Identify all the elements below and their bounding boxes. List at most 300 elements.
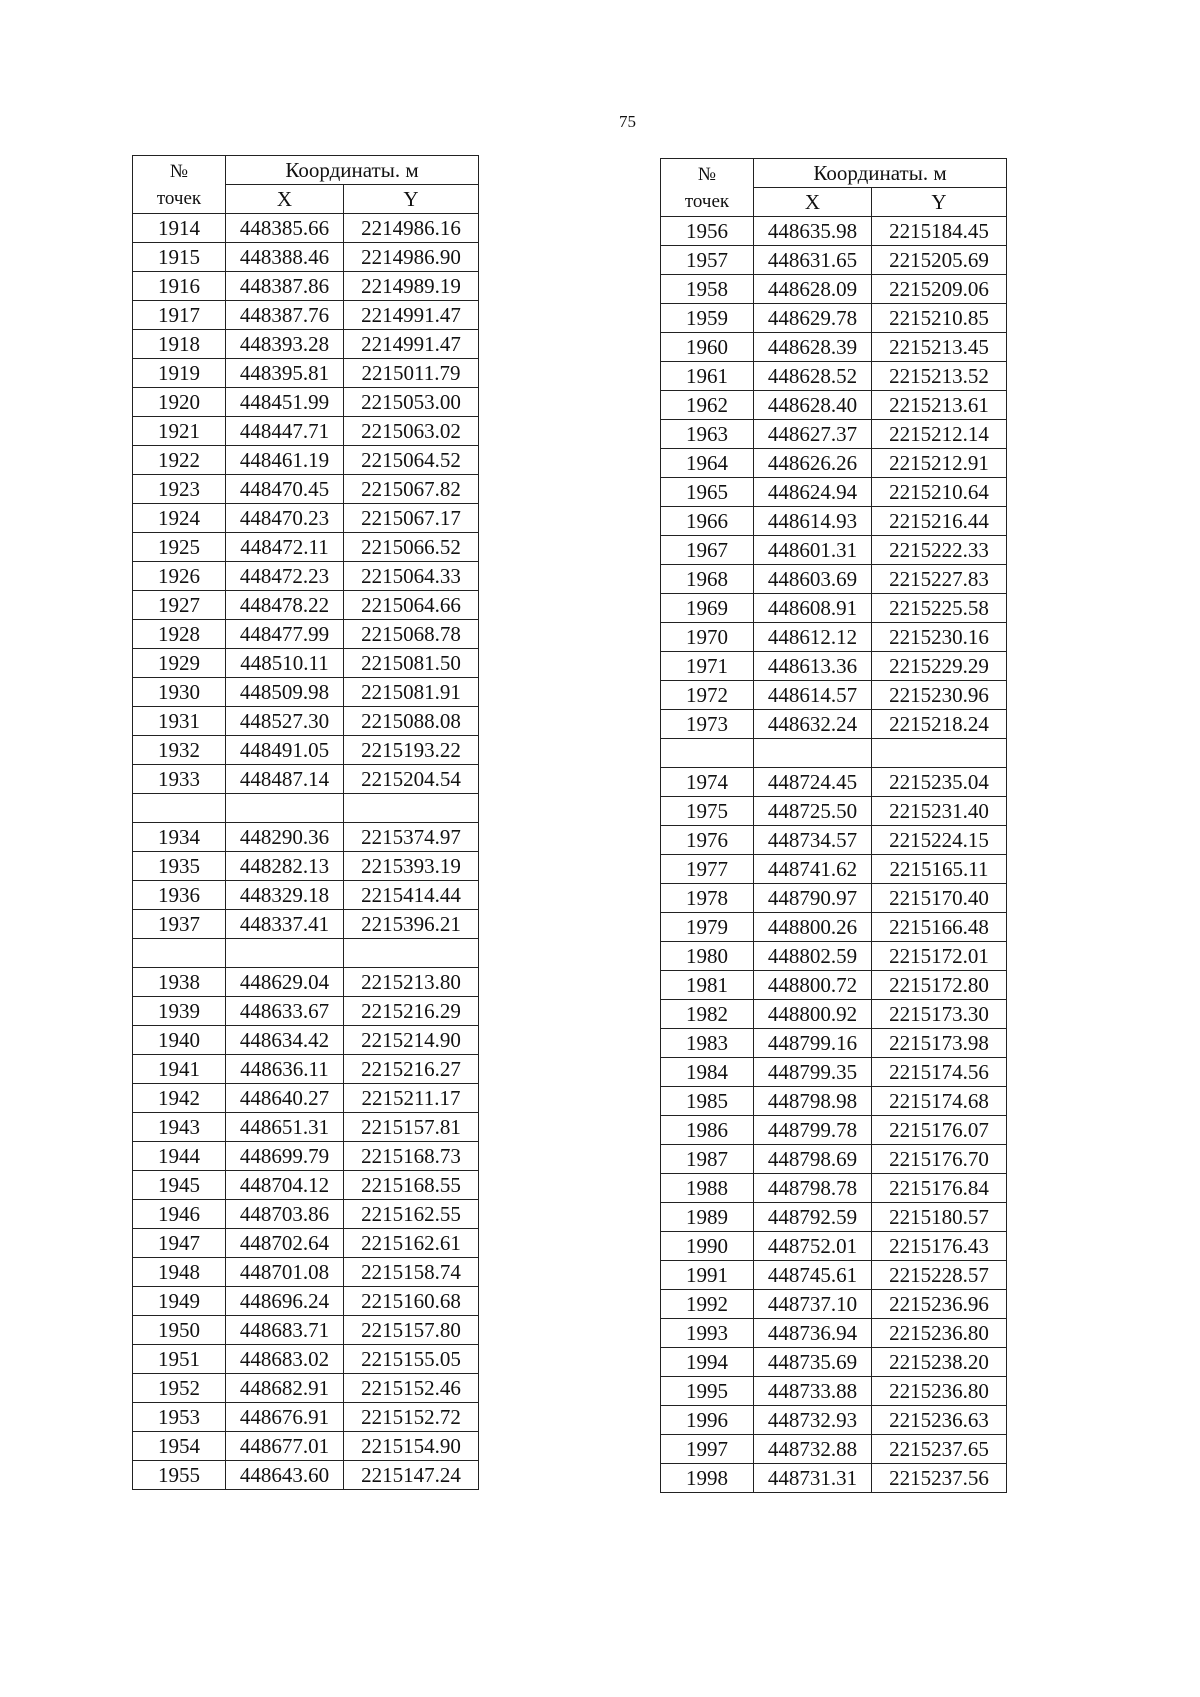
- table-row: [133, 562, 479, 591]
- x-coordinate-cell: 448629.04: [226, 968, 344, 997]
- y-coordinate-cell: 2215393.19: [344, 852, 479, 881]
- table-row: [661, 652, 1007, 681]
- table-row: [661, 536, 1007, 565]
- x-coordinate-cell: 448703.86: [226, 1200, 344, 1229]
- x-coordinate-cell: 448472.23: [226, 562, 344, 591]
- x-coordinate-cell: 448802.59: [754, 942, 872, 971]
- x-coordinate-cell: 448798.78: [754, 1174, 872, 1203]
- y-coordinate-cell: 2215160.68: [344, 1287, 479, 1316]
- point-number-header-symbol: №: [169, 160, 189, 182]
- table-row: [661, 1145, 1007, 1174]
- y-coordinate-cell: 2215222.33: [872, 536, 1007, 565]
- x-coordinate-cell: 448601.31: [754, 536, 872, 565]
- point-number-cell: 1982: [661, 1000, 754, 1029]
- point-number-cell: 1978: [661, 884, 754, 913]
- y-coordinate-cell: 2215157.80: [344, 1316, 479, 1345]
- x-coordinate-cell: 448393.28: [226, 330, 344, 359]
- x-coordinate-cell: 448704.12: [226, 1171, 344, 1200]
- y-coordinate-cell: 2215209.06: [872, 275, 1007, 304]
- table-row: [133, 1345, 479, 1374]
- x-coordinate-cell: 448683.71: [226, 1316, 344, 1345]
- point-number-cell: 1921: [133, 417, 226, 446]
- table-row: [133, 301, 479, 330]
- x-coordinate-cell: 448745.61: [754, 1261, 872, 1290]
- point-number-cell: 1930: [133, 678, 226, 707]
- point-number-cell: 1961: [661, 362, 754, 391]
- point-number-cell: 1948: [133, 1258, 226, 1287]
- table-row: [661, 1348, 1007, 1377]
- x-coordinate-cell: 448510.11: [226, 649, 344, 678]
- x-coordinate-cell: 448603.69: [754, 565, 872, 594]
- y-coordinate-cell: 2215162.61: [344, 1229, 479, 1258]
- table-row: [133, 533, 479, 562]
- table-row: [661, 681, 1007, 710]
- x-coordinate-cell: 448472.11: [226, 533, 344, 562]
- y-coordinate-cell: 2214989.19: [344, 272, 479, 301]
- x-coordinate-cell: 448624.94: [754, 478, 872, 507]
- table-row: [661, 855, 1007, 884]
- coordinates-table-right: [660, 158, 1007, 1493]
- point-number-cell: 1973: [661, 710, 754, 739]
- x-coordinate-cell: 448696.24: [226, 1287, 344, 1316]
- point-number-cell: 1954: [133, 1432, 226, 1461]
- table-row: [661, 623, 1007, 652]
- point-number-cell: 1956: [661, 217, 754, 246]
- x-coordinate-cell: 448628.40: [754, 391, 872, 420]
- x-coordinate-cell: 448702.64: [226, 1229, 344, 1258]
- point-number-cell: 1914: [133, 214, 226, 243]
- table-row: [133, 736, 479, 765]
- point-number-cell: 1965: [661, 478, 754, 507]
- y-coordinate-cell: 2215236.80: [872, 1377, 1007, 1406]
- x-coordinate-cell: 448612.12: [754, 623, 872, 652]
- x-coordinate-cell: 448732.93: [754, 1406, 872, 1435]
- point-number-cell: [661, 739, 754, 768]
- point-number-cell: 1915: [133, 243, 226, 272]
- point-number-cell: 1987: [661, 1145, 754, 1174]
- y-coordinate-cell: 2214986.16: [344, 214, 479, 243]
- point-number-cell: 1932: [133, 736, 226, 765]
- y-coordinate-cell: 2215157.81: [344, 1113, 479, 1142]
- y-coordinate-cell: 2215064.52: [344, 446, 479, 475]
- point-number-cell: 1917: [133, 301, 226, 330]
- x-coordinate-cell: 448385.66: [226, 214, 344, 243]
- x-coordinate-cell: 448487.14: [226, 765, 344, 794]
- point-number-cell: 1941: [133, 1055, 226, 1084]
- table-row: [661, 1406, 1007, 1435]
- y-coordinate-cell: 2215213.45: [872, 333, 1007, 362]
- y-coordinate-cell: 2215224.15: [872, 826, 1007, 855]
- y-coordinate-cell: 2215011.79: [344, 359, 479, 388]
- x-coordinate-cell: [754, 739, 872, 768]
- table-row: [133, 591, 479, 620]
- x-coordinate-cell: 448752.01: [754, 1232, 872, 1261]
- x-coordinate-cell: 448683.02: [226, 1345, 344, 1374]
- point-number-cell: 1975: [661, 797, 754, 826]
- y-coordinate-cell: 2215154.90: [344, 1432, 479, 1461]
- x-coordinate-cell: 448651.31: [226, 1113, 344, 1142]
- y-coordinate-cell: 2215168.55: [344, 1171, 479, 1200]
- x-coordinate-cell: 448527.30: [226, 707, 344, 736]
- point-number-cell: 1993: [661, 1319, 754, 1348]
- table-row: [133, 475, 479, 504]
- x-coordinate-cell: 448470.45: [226, 475, 344, 504]
- y-coordinate-cell: 2215067.82: [344, 475, 479, 504]
- point-number-cell: 1989: [661, 1203, 754, 1232]
- table-row: [133, 446, 479, 475]
- point-number-cell: 1942: [133, 1084, 226, 1113]
- point-number-cell: 1943: [133, 1113, 226, 1142]
- table-row: [133, 1142, 479, 1171]
- table-row: [133, 1084, 479, 1113]
- point-number-cell: 1958: [661, 275, 754, 304]
- table-row: [133, 823, 479, 852]
- point-number-cell: 1919: [133, 359, 226, 388]
- point-number-cell: 1980: [661, 942, 754, 971]
- y-coordinate-cell: 2215152.46: [344, 1374, 479, 1403]
- y-coordinate-cell: 2215193.22: [344, 736, 479, 765]
- point-number-cell: 1957: [661, 246, 754, 275]
- point-number-cell: 1990: [661, 1232, 754, 1261]
- page-number: 75: [619, 112, 636, 131]
- point-number-cell: 1940: [133, 1026, 226, 1055]
- x-coordinate-cell: 448477.99: [226, 620, 344, 649]
- table-row: [133, 1403, 479, 1432]
- y-coordinate-cell: 2215216.29: [344, 997, 479, 1026]
- y-coordinate-cell: 2215212.91: [872, 449, 1007, 478]
- table-row: [133, 1026, 479, 1055]
- point-number-cell: 1916: [133, 272, 226, 301]
- table-row: [133, 910, 479, 939]
- point-number-header: [661, 159, 754, 217]
- table-row: [661, 1116, 1007, 1145]
- x-coordinate-cell: 448608.91: [754, 594, 872, 623]
- x-coordinate-cell: 448725.50: [754, 797, 872, 826]
- x-coordinate-cell: 448337.41: [226, 910, 344, 939]
- point-number-cell: 1936: [133, 881, 226, 910]
- y-coordinate-cell: 2214986.90: [344, 243, 479, 272]
- x-coordinate-cell: 448631.65: [754, 246, 872, 275]
- y-coordinate-cell: 2215155.05: [344, 1345, 479, 1374]
- y-coordinate-cell: 2215236.63: [872, 1406, 1007, 1435]
- table-row: [133, 1113, 479, 1142]
- y-coordinate-cell: 2215088.08: [344, 707, 479, 736]
- y-coordinate-cell: 2215068.78: [344, 620, 479, 649]
- x-coordinate-cell: 448798.69: [754, 1145, 872, 1174]
- table-row: [661, 1203, 1007, 1232]
- point-number-cell: 1952: [133, 1374, 226, 1403]
- point-number-cell: 1992: [661, 1290, 754, 1319]
- y-coordinate-cell: 2215168.73: [344, 1142, 479, 1171]
- point-number-cell: 1995: [661, 1377, 754, 1406]
- separator-row: [661, 739, 1007, 768]
- table-row: [133, 214, 479, 243]
- table-row: [133, 272, 479, 301]
- coordinates-header: Координаты. м: [754, 159, 1007, 188]
- coordinates-table-left: [132, 155, 479, 1490]
- x-coordinate-cell: 448613.36: [754, 652, 872, 681]
- table-row: [661, 1377, 1007, 1406]
- y-coordinate-cell: 2215237.65: [872, 1435, 1007, 1464]
- y-coordinate-cell: 2215212.14: [872, 420, 1007, 449]
- table-row: [661, 565, 1007, 594]
- point-number-cell: 1985: [661, 1087, 754, 1116]
- y-coordinate-cell: [344, 794, 479, 823]
- table-row: [661, 333, 1007, 362]
- table-row: [133, 1055, 479, 1084]
- point-number-cell: 1970: [661, 623, 754, 652]
- table-row: [133, 707, 479, 736]
- table-row: [661, 1232, 1007, 1261]
- x-coordinate-cell: 448792.59: [754, 1203, 872, 1232]
- point-number-cell: 1951: [133, 1345, 226, 1374]
- point-number-cell: 1967: [661, 536, 754, 565]
- table-row: [133, 1316, 479, 1345]
- table-row: [661, 1319, 1007, 1348]
- point-number-cell: 1974: [661, 768, 754, 797]
- x-coordinate-cell: 448387.86: [226, 272, 344, 301]
- table-row: [133, 852, 479, 881]
- point-number-header: [133, 156, 226, 214]
- table-row: [661, 1087, 1007, 1116]
- y-coordinate-cell: 2215081.50: [344, 649, 479, 678]
- table-row: [661, 217, 1007, 246]
- x-coordinate-cell: 448677.01: [226, 1432, 344, 1461]
- table-row: [661, 594, 1007, 623]
- table-row: [133, 649, 479, 678]
- table-row: [661, 942, 1007, 971]
- y-coordinate-cell: 2215216.27: [344, 1055, 479, 1084]
- table-row: [133, 1374, 479, 1403]
- x-coordinate-cell: 448387.76: [226, 301, 344, 330]
- x-coordinate-cell: 448388.46: [226, 243, 344, 272]
- table-row: [133, 243, 479, 272]
- x-coordinate-cell: 448724.45: [754, 768, 872, 797]
- y-coordinate-cell: [872, 739, 1007, 768]
- x-coordinate-cell: 448478.22: [226, 591, 344, 620]
- point-number-cell: 1962: [661, 391, 754, 420]
- point-number-cell: 1964: [661, 449, 754, 478]
- table-row: [133, 1258, 479, 1287]
- point-number-cell: 1984: [661, 1058, 754, 1087]
- point-number-cell: 1986: [661, 1116, 754, 1145]
- y-coordinate-cell: 2214991.47: [344, 330, 479, 359]
- x-header: X: [226, 185, 344, 214]
- table-row: [661, 275, 1007, 304]
- table-row: [661, 1000, 1007, 1029]
- point-number-cell: 1972: [661, 681, 754, 710]
- table-row: [661, 1290, 1007, 1319]
- y-coordinate-cell: 2215176.70: [872, 1145, 1007, 1174]
- y-coordinate-cell: 2215414.44: [344, 881, 479, 910]
- point-number-cell: 1945: [133, 1171, 226, 1200]
- y-coordinate-cell: [344, 939, 479, 968]
- x-coordinate-cell: 448491.05: [226, 736, 344, 765]
- point-number-cell: 1981: [661, 971, 754, 1000]
- y-coordinate-cell: 2215228.57: [872, 1261, 1007, 1290]
- x-coordinate-cell: 448632.24: [754, 710, 872, 739]
- x-header: X: [754, 188, 872, 217]
- point-number-header-symbol: №: [697, 163, 717, 185]
- point-number-cell: 1983: [661, 1029, 754, 1058]
- y-coordinate-cell: 2215152.72: [344, 1403, 479, 1432]
- table-row: [133, 1461, 479, 1490]
- x-coordinate-cell: 448790.97: [754, 884, 872, 913]
- y-coordinate-cell: 2215238.20: [872, 1348, 1007, 1377]
- table-row: [133, 1200, 479, 1229]
- point-number-cell: 1968: [661, 565, 754, 594]
- y-coordinate-cell: 2215211.17: [344, 1084, 479, 1113]
- y-coordinate-cell: 2215213.61: [872, 391, 1007, 420]
- point-number-cell: 1969: [661, 594, 754, 623]
- y-coordinate-cell: 2215176.84: [872, 1174, 1007, 1203]
- x-coordinate-cell: 448741.62: [754, 855, 872, 884]
- x-coordinate-cell: 448799.16: [754, 1029, 872, 1058]
- x-coordinate-cell: 448733.88: [754, 1377, 872, 1406]
- y-coordinate-cell: 2215374.97: [344, 823, 479, 852]
- point-number-cell: 1971: [661, 652, 754, 681]
- x-coordinate-cell: 448628.39: [754, 333, 872, 362]
- x-coordinate-cell: 448282.13: [226, 852, 344, 881]
- x-coordinate-cell: 448798.98: [754, 1087, 872, 1116]
- x-coordinate-cell: 448636.11: [226, 1055, 344, 1084]
- y-coordinate-cell: 2215204.54: [344, 765, 479, 794]
- x-coordinate-cell: 448699.79: [226, 1142, 344, 1171]
- y-coordinate-cell: 2215064.33: [344, 562, 479, 591]
- y-coordinate-cell: 2215227.83: [872, 565, 1007, 594]
- point-number-cell: 1938: [133, 968, 226, 997]
- x-coordinate-cell: 448800.72: [754, 971, 872, 1000]
- x-coordinate-cell: 448737.10: [754, 1290, 872, 1319]
- separator-row: [133, 939, 479, 968]
- y-coordinate-cell: 2215176.43: [872, 1232, 1007, 1261]
- x-coordinate-cell: 448731.31: [754, 1464, 872, 1493]
- x-coordinate-cell: 448800.92: [754, 1000, 872, 1029]
- y-coordinate-cell: 2215180.57: [872, 1203, 1007, 1232]
- x-coordinate-cell: 448627.37: [754, 420, 872, 449]
- point-number-cell: 1935: [133, 852, 226, 881]
- y-coordinate-cell: 2215162.55: [344, 1200, 479, 1229]
- point-number-cell: 1924: [133, 504, 226, 533]
- x-coordinate-cell: 448734.57: [754, 826, 872, 855]
- table-row: [661, 913, 1007, 942]
- x-coordinate-cell: 448451.99: [226, 388, 344, 417]
- point-number-cell: 1944: [133, 1142, 226, 1171]
- point-number-cell: 1998: [661, 1464, 754, 1493]
- y-coordinate-cell: 2215172.80: [872, 971, 1007, 1000]
- table-row: [661, 246, 1007, 275]
- table-row: [133, 330, 479, 359]
- point-number-cell: 1991: [661, 1261, 754, 1290]
- x-coordinate-cell: 448470.23: [226, 504, 344, 533]
- y-coordinate-cell: 2215216.44: [872, 507, 1007, 536]
- y-coordinate-cell: 2215231.40: [872, 797, 1007, 826]
- y-coordinate-cell: 2215147.24: [344, 1461, 479, 1490]
- x-coordinate-cell: [226, 939, 344, 968]
- x-coordinate-cell: 448628.09: [754, 275, 872, 304]
- table-row: [133, 417, 479, 446]
- x-coordinate-cell: 448628.52: [754, 362, 872, 391]
- table-row: [661, 507, 1007, 536]
- point-number-cell: 1933: [133, 765, 226, 794]
- table-row: [661, 1464, 1007, 1493]
- y-coordinate-cell: 2215067.17: [344, 504, 479, 533]
- x-coordinate-cell: [226, 794, 344, 823]
- point-number-cell: 1988: [661, 1174, 754, 1203]
- point-number-cell: 1950: [133, 1316, 226, 1345]
- point-number-header-label: точек: [156, 187, 202, 209]
- y-coordinate-cell: 2215063.02: [344, 417, 479, 446]
- table-row: [133, 504, 479, 533]
- x-coordinate-cell: 448614.93: [754, 507, 872, 536]
- x-coordinate-cell: 448395.81: [226, 359, 344, 388]
- table-row: [133, 1287, 479, 1316]
- point-number-cell: 1928: [133, 620, 226, 649]
- y-coordinate-cell: 2215213.52: [872, 362, 1007, 391]
- table-row: [661, 1058, 1007, 1087]
- y-coordinate-cell: 2215081.91: [344, 678, 479, 707]
- point-number-cell: 1929: [133, 649, 226, 678]
- y-coordinate-cell: 2215229.29: [872, 652, 1007, 681]
- x-coordinate-cell: 448799.78: [754, 1116, 872, 1145]
- point-number-cell: 1996: [661, 1406, 754, 1435]
- point-number-cell: 1960: [661, 333, 754, 362]
- table-row: [661, 391, 1007, 420]
- point-number-cell: 1934: [133, 823, 226, 852]
- point-number-cell: 1925: [133, 533, 226, 562]
- table-row: [133, 1171, 479, 1200]
- y-coordinate-cell: 2215165.11: [872, 855, 1007, 884]
- table-row: [661, 1435, 1007, 1464]
- table-row: [133, 881, 479, 910]
- point-number-cell: 1977: [661, 855, 754, 884]
- y-coordinate-cell: 2215237.56: [872, 1464, 1007, 1493]
- point-number-cell: 1955: [133, 1461, 226, 1490]
- y-coordinate-cell: 2215064.66: [344, 591, 479, 620]
- x-coordinate-cell: 448799.35: [754, 1058, 872, 1087]
- point-number-cell: 1939: [133, 997, 226, 1026]
- table-row: [133, 359, 479, 388]
- x-coordinate-cell: 448614.57: [754, 681, 872, 710]
- x-coordinate-cell: 448736.94: [754, 1319, 872, 1348]
- y-coordinate-cell: 2215174.56: [872, 1058, 1007, 1087]
- table-row: [661, 826, 1007, 855]
- x-coordinate-cell: 448643.60: [226, 1461, 344, 1490]
- table-row: [661, 710, 1007, 739]
- table-row: [661, 797, 1007, 826]
- y-coordinate-cell: 2215174.68: [872, 1087, 1007, 1116]
- y-header: Y: [872, 188, 1007, 217]
- y-coordinate-cell: 2215235.04: [872, 768, 1007, 797]
- point-number-cell: 1946: [133, 1200, 226, 1229]
- table-row: [133, 765, 479, 794]
- point-number-header-label: точек: [684, 190, 730, 212]
- y-coordinate-cell: 2215205.69: [872, 246, 1007, 275]
- point-number-cell: 1920: [133, 388, 226, 417]
- point-number-cell: [133, 939, 226, 968]
- point-number-cell: 1927: [133, 591, 226, 620]
- point-number-cell: 1953: [133, 1403, 226, 1432]
- point-number-cell: 1949: [133, 1287, 226, 1316]
- table-row: [133, 620, 479, 649]
- y-coordinate-cell: 2215066.52: [344, 533, 479, 562]
- point-number-cell: 1947: [133, 1229, 226, 1258]
- y-coordinate-cell: 2215218.24: [872, 710, 1007, 739]
- x-coordinate-cell: 448461.19: [226, 446, 344, 475]
- point-number-cell: 1979: [661, 913, 754, 942]
- y-coordinate-cell: 2215214.90: [344, 1026, 479, 1055]
- point-number-cell: 1963: [661, 420, 754, 449]
